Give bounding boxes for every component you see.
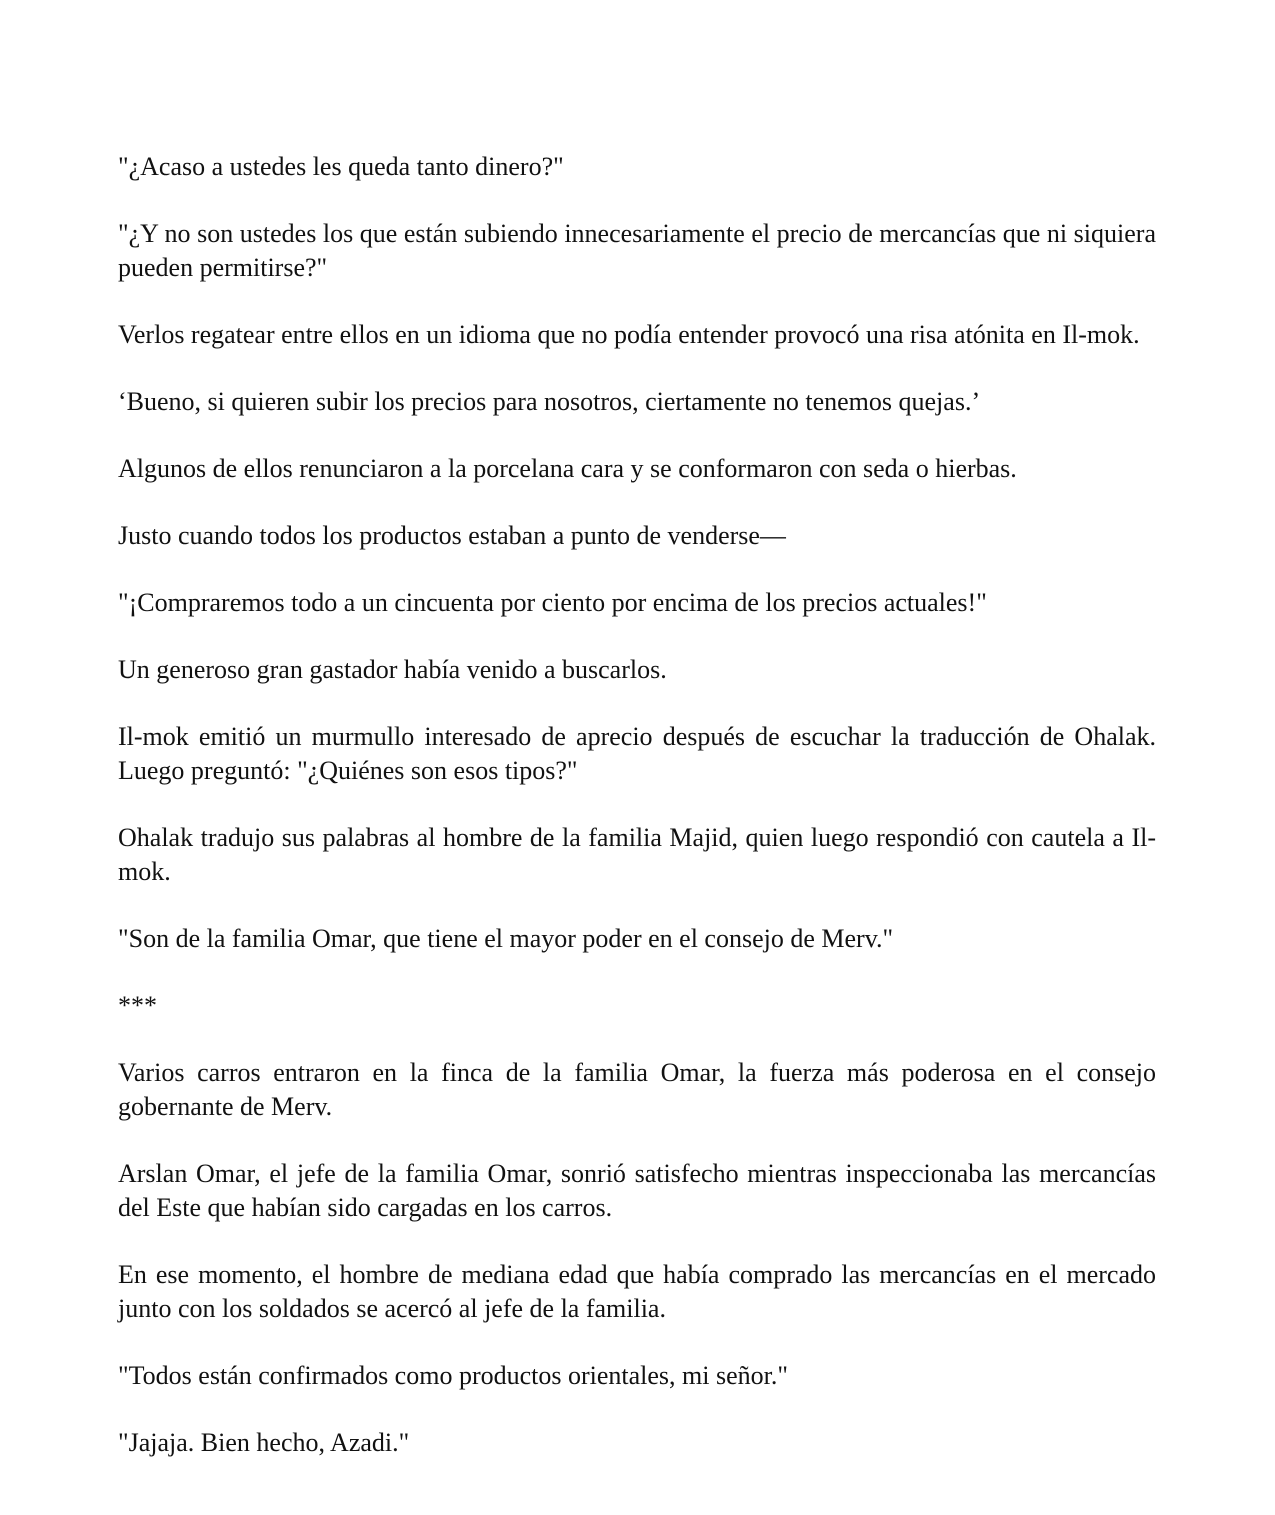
document-page [118,150,1156,1493]
paragraph: Verlos regatear entre ellos en un idioma que no podía entender provocó una risa atónita en Il-mok. [118,320,1140,349]
paragraph: "Todos están confirmados como productos orientales, mi señor." [118,1361,788,1390]
paragraph: Justo cuando todos los productos estaban a punto de venderse— [118,521,786,550]
paragraph: "¿Y no son ustedes los que están subiendo innecesariamente el precio de mercancías que ni siquiera pueden permitirse?" [118,219,1156,282]
paragraph: ‘Bueno, si quieren subir los precios para nosotros, ciertamente no tenemos quejas.’ [118,387,981,416]
paragraph: Un generoso gran gastador había venido a buscarlos. [118,655,667,684]
paragraph: "Jajaja. Bien hecho, Azadi." [118,1428,410,1457]
scene-break: *** [118,991,157,1020]
paragraph: Arslan Omar, el jefe de la familia Omar, sonrió satisfecho mientras inspeccionaba las mercancías del Este que habían sido cargadas en los carros. [118,1159,1156,1222]
paragraph: En ese momento, el hombre de mediana edad que había comprado las mercancías en el mercado junto con los soldados se acercó al jefe de la familia. [118,1260,1156,1323]
paragraph: "Son de la familia Omar, que tiene el mayor poder en el consejo de Merv." [118,924,894,953]
paragraph: Algunos de ellos renunciaron a la porcelana cara y se conformaron con seda o hierbas. [118,454,1017,483]
paragraph: "¡Compraremos todo a un cincuenta por ciento por encima de los precios actuales!" [118,588,987,617]
paragraph: "¿Acaso a ustedes les queda tanto dinero?" [118,152,564,181]
paragraph: Ohalak tradujo sus palabras al hombre de la familia Majid, quien luego respondió con cautela a Il-mok. [118,823,1156,886]
paragraph: Il-mok emitió un murmullo interesado de aprecio después de escuchar la traducción de Ohalak. Luego preguntó: "¿Quiénes son esos tipos?" [118,722,1156,785]
paragraph: Varios carros entraron en la finca de la familia Omar, la fuerza más poderosa en el consejo gobernante de Merv. [118,1058,1156,1121]
